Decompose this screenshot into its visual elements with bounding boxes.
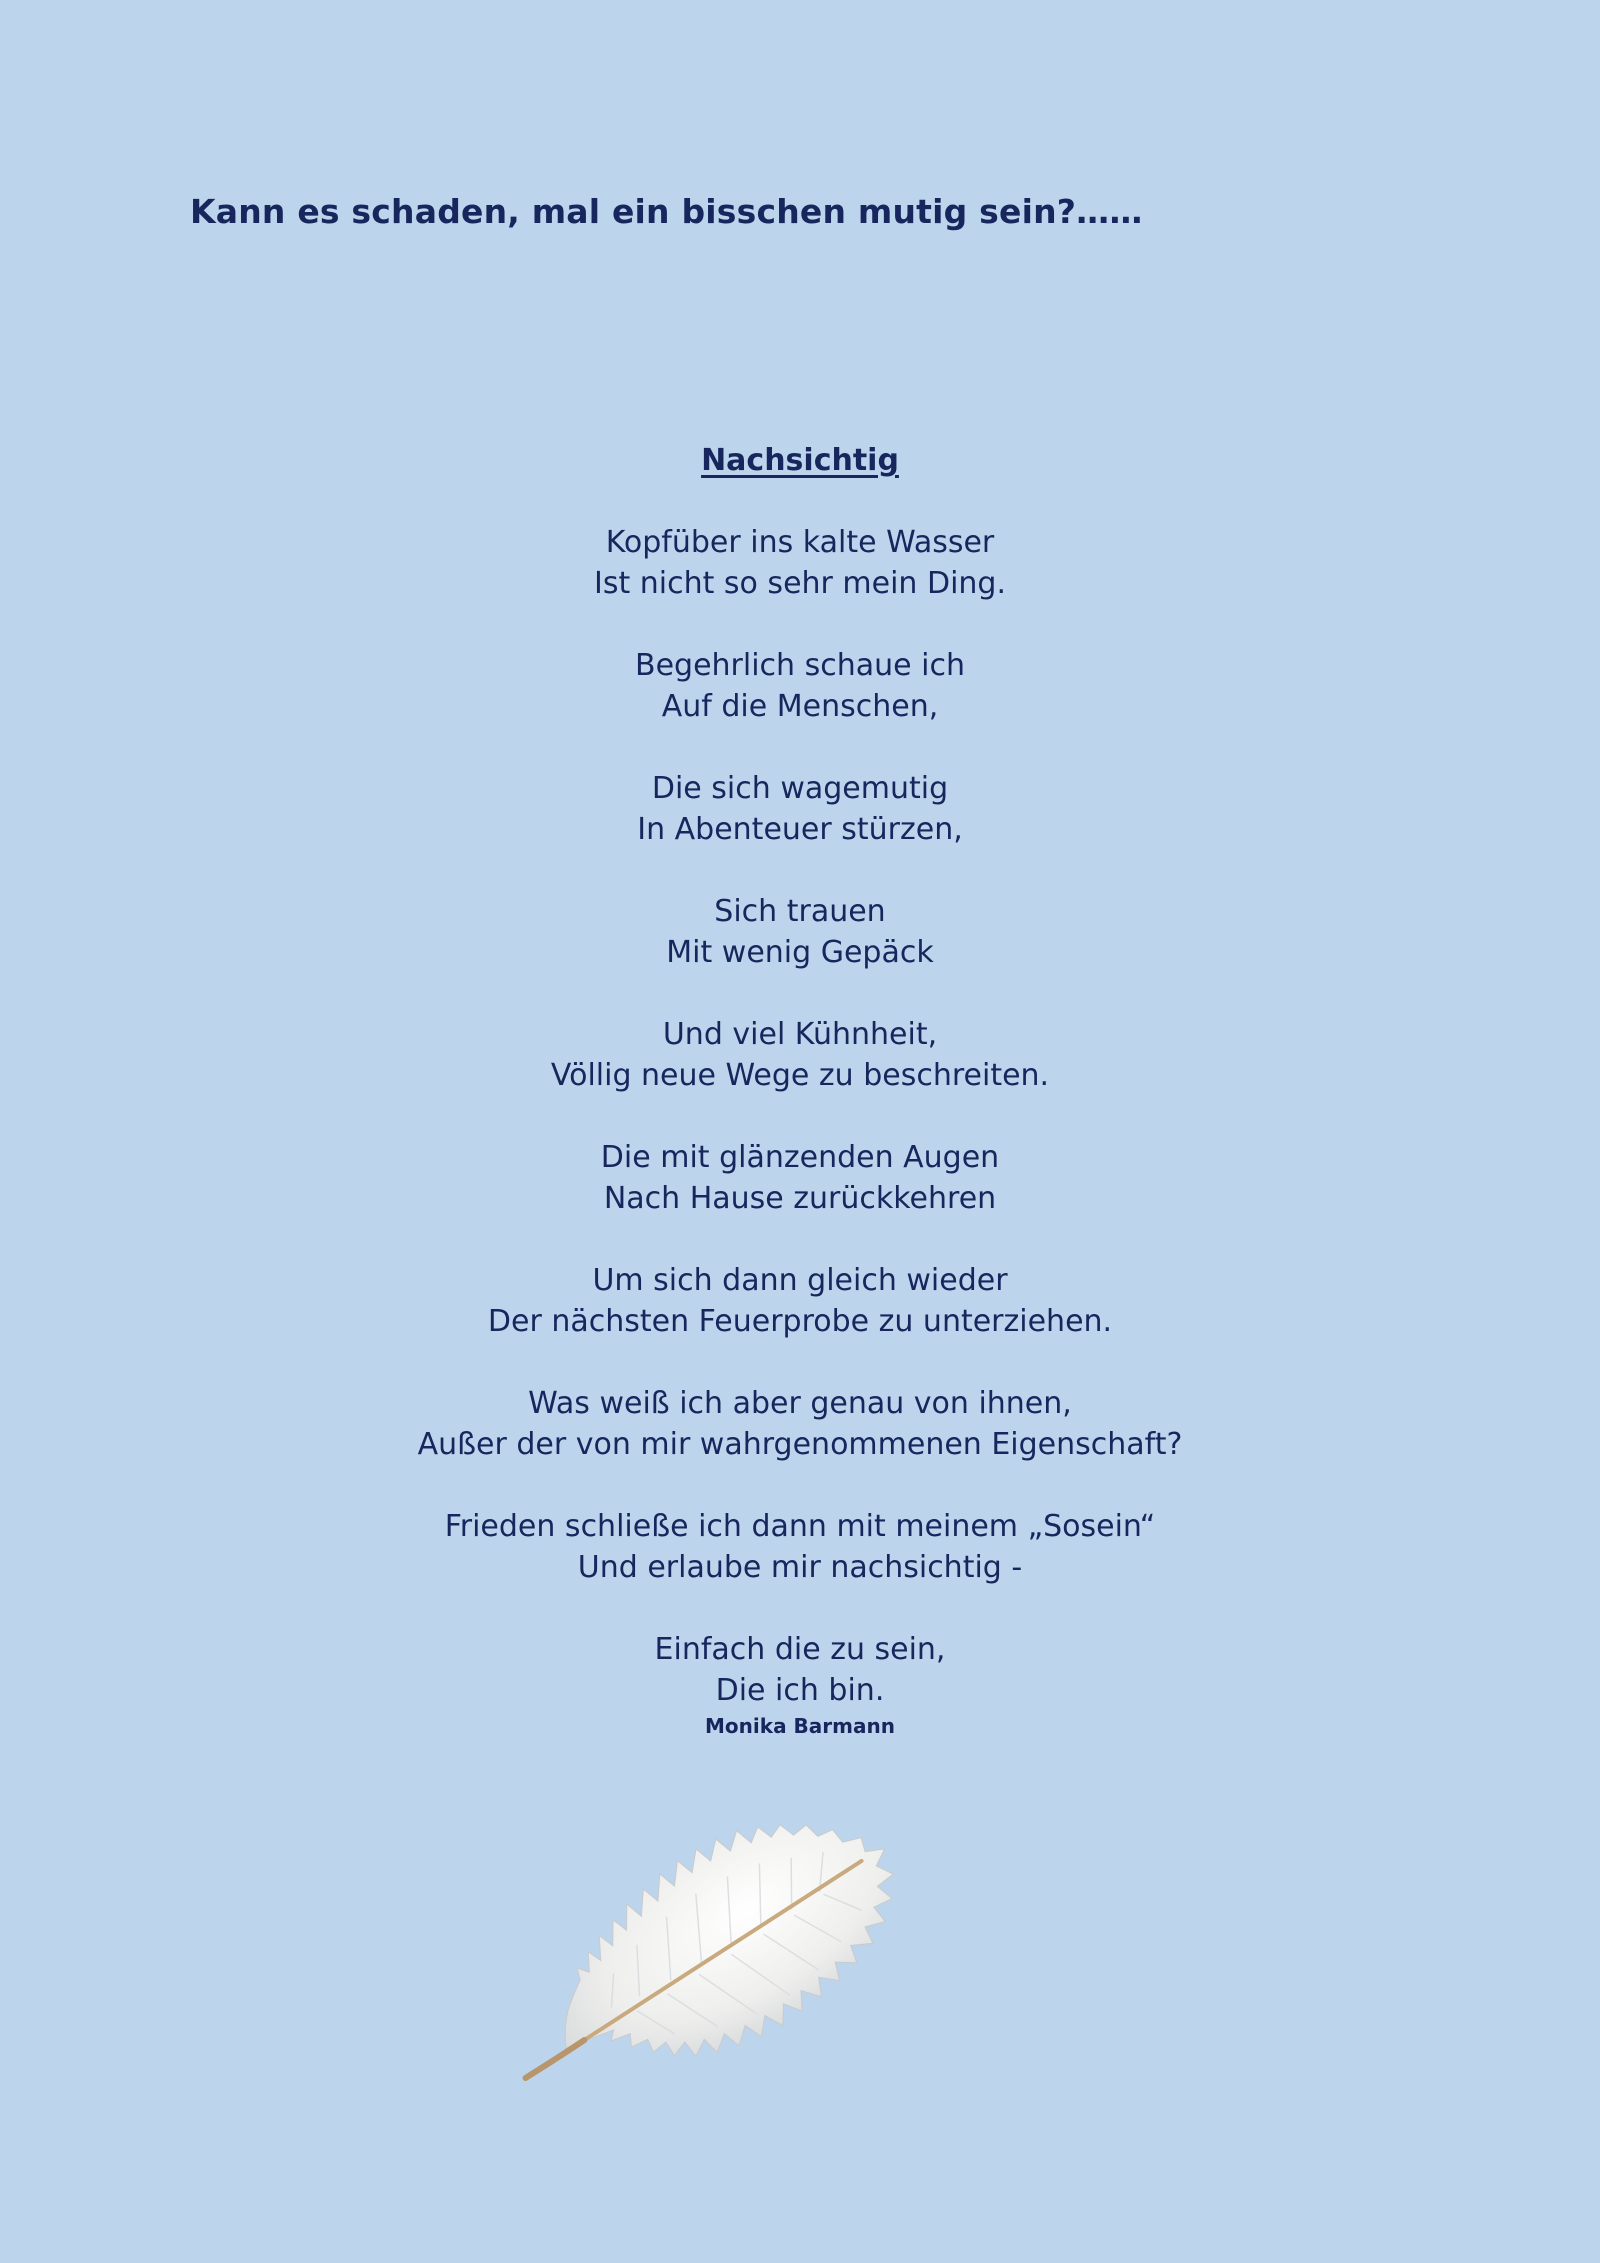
page-heading: Kann es schaden, mal ein bisschen mutig sein?……	[190, 192, 1143, 231]
poem-line: Frieden schließe ich dann mit meinem „Sosein“	[444, 1509, 1156, 1544]
stanza-10	[0, 1629, 1600, 1711]
poem-line: Um sich dann gleich wieder	[592, 1263, 1008, 1298]
poem-line: Ist nicht so sehr mein Ding.	[593, 566, 1007, 601]
stanza-1	[0, 522, 1600, 604]
poem-line: Mit wenig Gepäck	[666, 935, 934, 970]
poem-line: Sich trauen	[714, 894, 886, 929]
stanza-2	[0, 645, 1600, 727]
poem-line: Die ich bin.	[715, 1673, 885, 1708]
poem-line: Außer der von mir wahrgenommenen Eigenschaft?	[417, 1427, 1183, 1462]
poem-line: Die mit glänzenden Augen	[600, 1140, 1000, 1175]
poem-line: Und viel Kühnheit,	[662, 1017, 938, 1052]
poem-line: Völlig neue Wege zu beschreiten.	[550, 1058, 1050, 1093]
stanza-9	[0, 1506, 1600, 1588]
poem-line: In Abenteuer stürzen,	[637, 812, 963, 847]
poem-title: Nachsichtig	[701, 443, 899, 478]
stanza-6	[0, 1137, 1600, 1219]
poem-line: Nach Hause zurückkehren	[603, 1181, 997, 1216]
stanza-8	[0, 1383, 1600, 1465]
poem-line: Was weiß ich aber genau von ihnen,	[528, 1386, 1072, 1421]
poem-author: Monika Barmann	[705, 1714, 895, 1738]
poem-line: Und erlaube mir nachsichtig -	[577, 1550, 1023, 1585]
stanza-3	[0, 768, 1600, 850]
poem	[0, 440, 1600, 1741]
stanza-5	[0, 1014, 1600, 1096]
feather-icon	[470, 1808, 950, 2098]
poem-line: Der nächsten Feuerprobe zu unterziehen.	[487, 1304, 1113, 1339]
poem-line: Einfach die zu sein,	[654, 1632, 946, 1667]
stanza-7	[0, 1260, 1600, 1342]
stanza-4	[0, 891, 1600, 973]
poem-line: Auf die Menschen,	[661, 689, 939, 724]
poem-line: Begehrlich schaue ich	[635, 648, 965, 683]
poem-line: Kopfüber ins kalte Wasser	[605, 525, 995, 560]
poem-line: Die sich wagemutig	[651, 771, 949, 806]
